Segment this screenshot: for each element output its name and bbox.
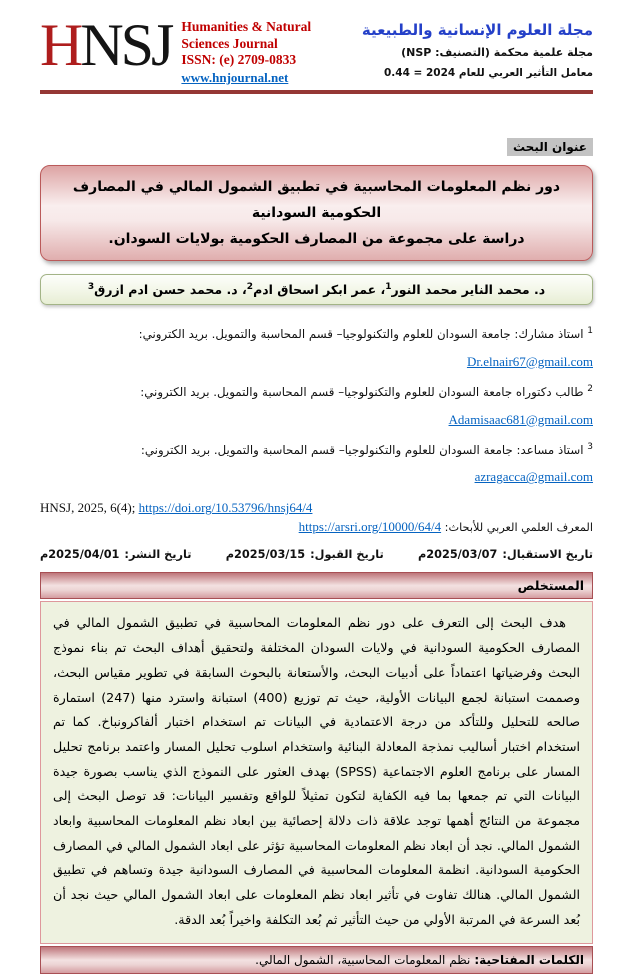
published-date — [40, 548, 192, 561]
abstract-text: هدف البحث إلى التعرف على دور نظم المعلومات المحاسبية في تطبيق الشمول المالي في المصارف الحكومية السودانية في ولايات السودان المختلفة ولتحقيق أهداف البحث تم بناء نموذج البحث وفرضياتها اعتماداً على أدبيات البحث، والأستعانة بالبحوث السابقة في تطوير مقياس البحث، وصممت استبانة لجمع البيانات الأولية، حيث تم توزيع (400) استبانة واسترد منها (247) استمارة صالحه للتحليل وللتأكد من درجة الاعتمادية في البيانات تم استخدام اختبار ألفاكرونباخ. كما تم استخدام اختبار أساليب نمذجة المعادلة البنائية واستخدام اسلوب تحليل المسار واعتمد برنامج تحليل المسار على برنامج العلوم الاجتماعية (SPSS) بهدف العثور على النموذج الذي يناسب بصورة جيدة البيانات التي تم جمعها بما فيه الكفاية لتكون تمثيلاً للواقع وتفسير البيانات: قد توصل البحث إلى مجموعة من النتائج أهمها توجد علاقة ذات دلالة إحصائية بين ابعاد نظم المعلومات المحاسبية وابعاد الشمول المالي. نجد أن ابعاد نظم المعلومات المحاسبية تؤثر على ابعاد الشمول المالي في المصارف الحكومية السودانية. انظمة المعلومات المحاسبية في المصارف السودانية جيدة وتساهم في تطبيق الشمول المالي. هنالك تفاوت في تأثير ابعاد نظم المعلومات على ابعاد الشمول المالي حيث نجد أن بُعد السرعة في المرتبة الأولي من حيث التأثير ثم بُعد التكلفة واخيراً بُعد الدقة. — [40, 601, 593, 943]
author-1-sup: 1 — [385, 281, 392, 292]
paper-title-line1: دور نظم المعلومات المحاسبية في تطبيق الشمول المالي في المصارف الحكومية السودانية — [72, 178, 561, 221]
arsri-link[interactable]: https://arsri.org/10000/64/4 — [298, 519, 442, 535]
journal-header — [40, 12, 593, 87]
arsri-label: المعرف العلمي العربي للأبحاث: — [444, 521, 593, 535]
author-2 — [242, 282, 380, 297]
affiliation-1-sup: 1 — [587, 325, 593, 336]
accepted-date — [226, 548, 384, 561]
citation-line — [40, 500, 593, 516]
affiliation-line-1 — [40, 318, 593, 376]
affiliation-line-2 — [40, 376, 593, 434]
published-date-label: تاريخ النشر: — [124, 548, 192, 562]
received-date — [418, 548, 593, 561]
journal-name-en-line1: Humanities & Natural — [181, 19, 312, 34]
affiliations — [40, 318, 593, 492]
affiliation-3-text: استاذ مساعد: جامعة السودان للعلوم والتكنولوجيا– قسم المحاسبة والتمويل. بريد الكتروني: — [140, 442, 584, 457]
journal-name-en-line2: Sciences Journal — [181, 35, 278, 51]
title-label-row — [40, 136, 593, 156]
arabic-identifier-line — [40, 519, 593, 535]
citation-text: HNSJ, 2025, 6(4); — [40, 500, 139, 516]
author-3-name: د. محمد حسن ادم ازرق — [94, 281, 243, 297]
header-divider — [40, 90, 593, 94]
logo-letter-h: H — [40, 12, 81, 78]
received-date-label: تاريخ الاستقبال: — [502, 548, 593, 562]
affiliation-line-3 — [40, 434, 593, 492]
keywords-label: الكلمات المفتاحية: — [474, 952, 584, 967]
received-date-value: 2025/03/07م — [417, 548, 498, 562]
affiliation-2-text: طالب دكتوراه جامعة السودان للعلوم والتكنولوجيا– قسم المحاسبة والتمويل. بريد الكتروني: — [140, 384, 584, 399]
keywords-text: نظم المعلومات المحاسبية، الشمول المالي. — [255, 952, 471, 967]
doi-link[interactable]: https://doi.org/10.53796/hnsj64/4 — [138, 500, 313, 516]
author-1 — [381, 282, 546, 297]
affiliation-2-sup: 2 — [587, 383, 593, 394]
journal-logo — [40, 12, 171, 87]
author-1-email-link[interactable]: Dr.elnair67@gmail.com — [466, 353, 593, 369]
author-2-sup: 2 — [246, 281, 254, 292]
affiliation-3-sup: 3 — [587, 441, 593, 452]
dates-row — [40, 548, 593, 561]
author-3-email-link[interactable]: azragacca@gmail.com — [474, 469, 593, 485]
journal-website-link[interactable]: www.hnjournal.net — [181, 69, 289, 85]
author-separator: ، — [242, 281, 247, 297]
author-2-name: عمر ابكر اسحاق ادم — [253, 281, 381, 297]
keywords-bar — [40, 946, 593, 974]
journal-info-ar — [362, 12, 593, 79]
published-date-value: 2025/04/01م — [40, 548, 120, 562]
impact-factor: معامل التأثير العربي للعام 2024 = 0.44 — [383, 67, 593, 79]
author-1-name: د. محمد الناير محمد النور — [391, 281, 546, 297]
author-separator: ، — [380, 281, 386, 297]
affiliation-1-text: استاذ مشارك: جامعة السودان للعلوم والتكنولوجيا– قسم المحاسبة والتمويل. بريد الكتروني: — [138, 326, 584, 341]
abstract-section-bar — [40, 572, 593, 599]
logo-letters-nsj: NSJ — [80, 12, 172, 78]
author-2-email-link[interactable]: Adamisaac681@gmail.com — [448, 411, 593, 427]
paper-title-line2: دراسة على مجموعة من المصارف الحكومية بولايات السودان. — [108, 230, 525, 247]
journal-info-en — [181, 12, 311, 87]
accepted-date-label: تاريخ القبول: — [310, 548, 384, 562]
author-3-sup: 3 — [87, 281, 95, 292]
journal-classification: مجلة علمية محكمة (التصنيف: NSP) — [401, 46, 593, 59]
journal-header-left — [40, 12, 311, 87]
paper-title-box — [40, 165, 593, 261]
accepted-date-value: 2025/03/15م — [225, 548, 306, 562]
title-section-label: عنوان البحث — [507, 138, 593, 156]
author-3 — [88, 282, 242, 297]
abstract-section-label: المستخلص — [517, 578, 584, 594]
journal-issn: ISSN: (e) 2709-0833 — [181, 52, 297, 67]
journal-name-ar: مجلة العلوم الإنسانية والطبيعية — [361, 21, 593, 39]
authors-bar — [40, 274, 593, 305]
